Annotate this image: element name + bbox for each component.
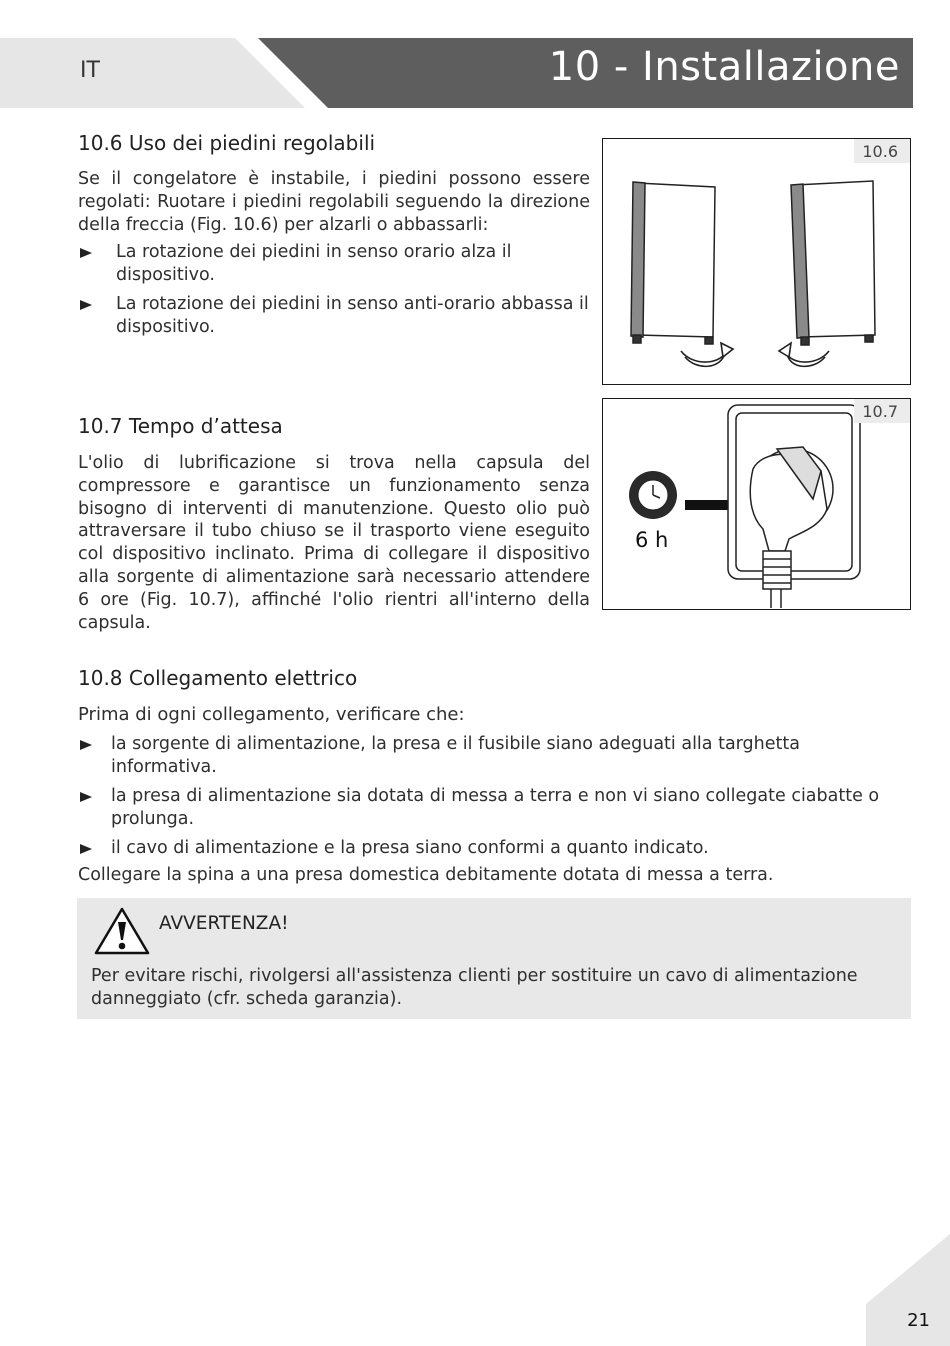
section-10-6-list xyxy=(78,241,590,345)
figure-10-6 xyxy=(602,138,911,385)
section-10-8-lead: Prima di ogni collegamento, verificare che: xyxy=(78,704,465,725)
page-number: 21 xyxy=(907,1310,930,1331)
list-item: La rotazione dei piedini in senso orario alza il dispositivo. xyxy=(78,241,590,286)
counterclockwise-arrow-icon xyxy=(779,343,829,366)
appliance-right-icon xyxy=(791,181,875,345)
figure-label: 10.6 xyxy=(854,139,910,163)
chapter-title: 10 - Installazione xyxy=(548,44,900,90)
clock-icon xyxy=(629,471,677,519)
list-item: La rotazione dei piedini in senso anti-orario abbassa il dispositivo. xyxy=(78,293,590,338)
section-title-10-7: 10.7 Tempo d’attesa xyxy=(78,414,283,438)
plug-wait-illustration xyxy=(603,399,909,608)
section-title-10-6: 10.6 Uso dei piedini regolabili xyxy=(78,131,376,155)
warning-box xyxy=(77,898,911,1019)
clockwise-arrow-icon xyxy=(681,343,733,366)
list-item: il cavo di alimentazione e la presa siano conformi a quanto indicato. xyxy=(78,837,910,860)
language-code: IT xyxy=(80,58,100,83)
appliance-left-icon xyxy=(631,182,715,344)
warning-text: Per evitare rischi, rivolgersi all'assistenza clienti per sostituire un cavo di alimentazione danneggiato (cfr. scheda garanzia). xyxy=(91,966,858,1009)
list-item: la sorgente di alimentazione, la presa e il fusibile siano adeguati alla targhetta informativa. xyxy=(78,733,910,778)
section-10-6-intro: Se il congelatore è instabile, i piedini possono essere regolati: Ruotare i piedini regolabili seguendo la direzione della freccia (Fig. 10.6) per alzarli o abbassarli: xyxy=(78,169,590,235)
figure-label: 10.7 xyxy=(854,399,910,423)
wait-time-label: 6 h xyxy=(635,528,669,552)
section-10-8-closing: Collegare la spina a una presa domestica debitamente dotata di messa a terra. xyxy=(78,865,774,885)
language-tab xyxy=(0,38,305,108)
adjustable-feet-illustration xyxy=(603,139,909,383)
section-10-7-text: L'olio di lubrificazione si trova nella capsula del compressore e garantisce un funzionamento senza bisogno di interventi di manutenzione. Questo olio può attraversare il tubo chiuso se il trasporto viene eseguito col dispositivo inclinato. Prima di collegare il dispositivo alla sorgente di alimentazione sarà necessario attendere 6 ore (Fig. 10.7), affinché l'olio rientri all'interno della capsula. xyxy=(78,453,590,633)
list-item: la presa di alimentazione sia dotata di messa a terra e non vi siano collegate ciabatte o prolunga. xyxy=(78,785,910,830)
warning-title: AVVERTENZA! xyxy=(159,913,289,934)
figure-10-7 xyxy=(602,398,911,610)
section-title-10-8: 10.8 Collegamento elettrico xyxy=(78,666,358,690)
section-10-8-list xyxy=(78,733,910,867)
warning-triangle-icon xyxy=(93,906,151,956)
